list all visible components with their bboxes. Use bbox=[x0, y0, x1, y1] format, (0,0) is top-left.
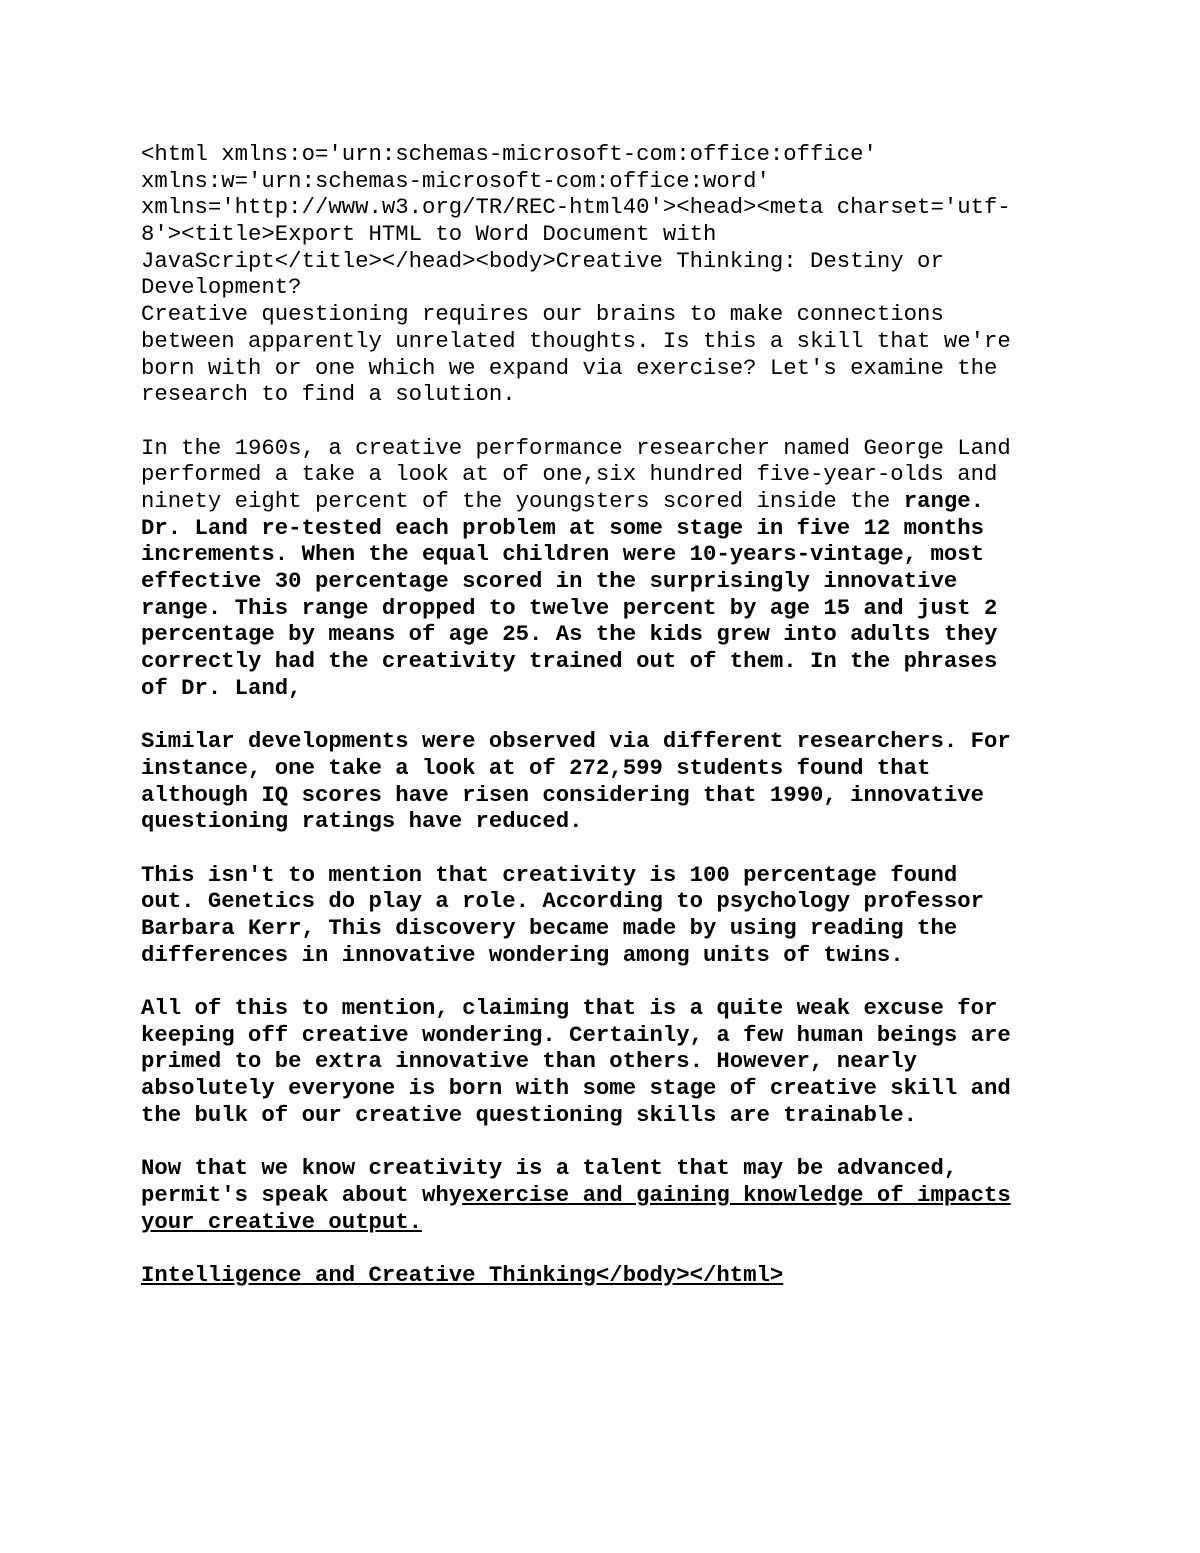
text-normal: ninety eight percent of the youngsters scored inside the bbox=[141, 487, 904, 514]
text-line: Creative questioning requires our brains to make connections bbox=[141, 301, 944, 328]
text-line: 8'><title>Export HTML to Word Document with bbox=[141, 221, 717, 248]
text-line: instance, one take a look at of 272,599 students found that bbox=[141, 754, 931, 781]
land-paragraph bbox=[141, 435, 1071, 702]
exercise-link-continuation[interactable]: your creative output. bbox=[141, 1208, 422, 1235]
paragraph-gap bbox=[141, 701, 1071, 728]
text-line: Development? bbox=[141, 274, 302, 301]
text-line: Dr. Land re-tested each problem at some stage in five 12 months bbox=[141, 514, 984, 541]
text-line: JavaScript</title></head><body>Creative Thinking: Destiny or bbox=[141, 247, 944, 274]
intro-paragraph bbox=[141, 301, 1071, 408]
now-paragraph bbox=[141, 1155, 1071, 1235]
text-line: <html xmlns:o='urn:schemas-microsoft-com:office:office' bbox=[141, 141, 877, 167]
text-line: Now that we know creativity is a talent that may be advanced, bbox=[141, 1155, 958, 1182]
text-line: born with or one which we expand via exercise? Let's examine the bbox=[141, 354, 998, 381]
text-line: absolutely everyone is born with some stage of creative skill and bbox=[141, 1075, 1011, 1102]
text-line: In the 1960s, a creative performance researcher named George Land bbox=[141, 434, 1011, 461]
text-line: range. This range dropped to twelve percent by age 15 and just 2 bbox=[141, 594, 998, 621]
text-line: research to find a solution. bbox=[141, 381, 516, 408]
text-bold: permit's speak about why bbox=[141, 1181, 463, 1208]
text-line: increments. When the equal children were 10-years-vintage, most bbox=[141, 541, 984, 568]
paragraph-gap bbox=[141, 835, 1071, 862]
text-line: correctly had the creativity trained out of them. In the phrases bbox=[141, 648, 998, 675]
text-line: xmlns='http://www.w3.org/TR/REC-html40'><head><meta charset='utf- bbox=[141, 194, 1011, 221]
all-of-this-paragraph bbox=[141, 995, 1071, 1128]
text-line: percentage by means of age 25. As the kids grew into adults they bbox=[141, 621, 998, 648]
text-line: keeping off creative wondering. Certainly, a few human beings are bbox=[141, 1021, 1011, 1048]
text-line: questioning ratings have reduced. bbox=[141, 808, 583, 835]
text-line: of Dr. Land, bbox=[141, 674, 302, 701]
text-line: All of this to mention, claiming that is a quite weak excuse for bbox=[141, 995, 998, 1021]
paragraph-gap bbox=[141, 968, 1071, 995]
exercise-link[interactable]: exercise and gaining knowledge of impacts bbox=[462, 1181, 1011, 1208]
paragraph-gap bbox=[141, 1128, 1071, 1155]
paragraph-gap bbox=[141, 408, 1071, 435]
text-line: although IQ scores have risen considering that 1990, innovative bbox=[141, 781, 984, 808]
paragraph-gap bbox=[141, 1235, 1071, 1262]
genetics-paragraph bbox=[141, 862, 1071, 969]
text-line: performed a take a look at of one,six hundred five-year-olds and bbox=[141, 461, 998, 488]
text-line: differences in innovative wondering among units of twins. bbox=[141, 941, 904, 968]
similar-paragraph bbox=[141, 728, 1071, 835]
text-line: Similar developments were observed via different researchers. For bbox=[141, 728, 1011, 755]
document-page bbox=[141, 141, 1071, 1289]
text-line: This isn't to mention that creativity is 100 percentage found bbox=[141, 861, 958, 888]
code-header bbox=[141, 141, 1071, 301]
text-line: xmlns:w='urn:schemas-microsoft-com:office:word' bbox=[141, 167, 770, 194]
text-line: primed to be extra innovative than others. However, nearly bbox=[141, 1048, 918, 1075]
text-line: the bulk of our creative questioning skills are trainable. bbox=[141, 1101, 918, 1128]
text-line bbox=[141, 1182, 1071, 1209]
text-line bbox=[141, 488, 1071, 515]
text-line: effective 30 percentage scored in the surprisingly innovative bbox=[141, 568, 958, 594]
text-bold: range. bbox=[903, 487, 984, 514]
text-line: out. Genetics do play a role. According to psychology professor bbox=[141, 888, 984, 915]
text-line: between apparently unrelated thoughts. Is this a skill that we're bbox=[141, 327, 1011, 354]
text-line: Barbara Kerr, This discovery became made by using reading the bbox=[141, 914, 958, 941]
intelligence-link[interactable]: Intelligence and Creative Thinking</body></html> bbox=[141, 1261, 784, 1288]
